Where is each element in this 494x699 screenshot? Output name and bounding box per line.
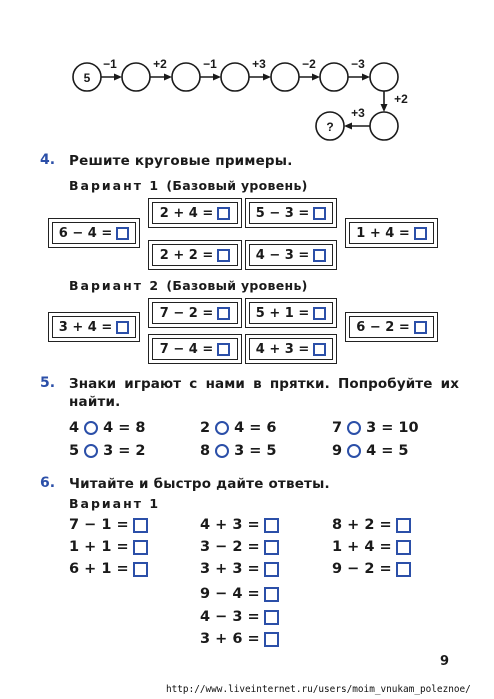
- answer-box[interactable]: [217, 343, 230, 356]
- expr-frame: [148, 198, 242, 228]
- page-number: 9: [440, 654, 450, 669]
- task6-variant-label: Вариант 1: [69, 496, 161, 511]
- expr-frame: [245, 198, 337, 228]
- quick-example: 9 − 2 =: [332, 561, 411, 577]
- expression: 5 − 3 =: [255, 205, 310, 221]
- expression: 2 + 4 =: [159, 205, 214, 221]
- task4-number: 4.: [40, 152, 56, 168]
- chain-op: +3: [252, 57, 266, 71]
- expr-frame: [148, 240, 242, 270]
- chain-op: −1: [103, 57, 117, 71]
- quick-example: 7 − 1 =: [69, 517, 148, 533]
- expression: 7 − 4 =: [159, 341, 214, 357]
- expr-frame: [48, 312, 140, 342]
- sign-circle[interactable]: [347, 444, 361, 458]
- expr-frame: [345, 218, 438, 248]
- task5-number: 5.: [40, 375, 56, 391]
- hidden-sign-equation: 4 4 = 8: [69, 420, 146, 436]
- answer-box[interactable]: [396, 540, 411, 555]
- chain-op-back: +3: [351, 106, 365, 120]
- task4-variant2-heading: [69, 278, 308, 293]
- answer-box[interactable]: [313, 343, 326, 356]
- hidden-sign-equation: 2 4 = 6: [200, 420, 277, 436]
- expr-frame: [148, 334, 242, 364]
- expression: 1 + 4 =: [356, 225, 410, 241]
- quick-example: 1 + 4 =: [332, 539, 411, 555]
- chain-op: −3: [351, 57, 365, 71]
- operation-chain: [0, 0, 494, 150]
- answer-box[interactable]: [264, 587, 279, 602]
- answer-box[interactable]: [133, 562, 148, 577]
- answer-box[interactable]: [264, 540, 279, 555]
- expression: 6 − 4 =: [58, 225, 113, 241]
- sign-circle[interactable]: [215, 421, 229, 435]
- expression: 7 − 2 =: [159, 305, 214, 321]
- chain-op: −2: [302, 57, 316, 71]
- chain-op-down: +2: [394, 92, 408, 106]
- sign-circle[interactable]: [84, 421, 98, 435]
- hidden-sign-equation: 5 3 = 2: [69, 443, 146, 459]
- quick-example: 8 + 2 =: [332, 517, 411, 533]
- task6-title: Читайте и быстро дайте ответы.: [69, 476, 330, 492]
- chain-end-unknown: ?: [326, 120, 334, 134]
- chain-op: −1: [203, 57, 217, 71]
- expression: 5 + 1 =: [255, 305, 310, 321]
- answer-box[interactable]: [217, 249, 230, 262]
- sign-circle[interactable]: [84, 444, 98, 458]
- quick-example: 3 − 2 =: [200, 539, 279, 555]
- answer-box[interactable]: [396, 562, 411, 577]
- task5-title-line2: найти.: [69, 394, 121, 410]
- hidden-sign-equation: 7 3 = 10: [332, 420, 419, 436]
- hidden-sign-equation: 8 3 = 5: [200, 443, 277, 459]
- answer-box[interactable]: [414, 227, 427, 240]
- answer-box[interactable]: [116, 321, 129, 334]
- quick-example: 3 + 6 =: [200, 631, 279, 647]
- footer-url[interactable]: http://www.liveinternet.ru/users/moim_vnukam_poleznoe/: [166, 684, 471, 695]
- variant-label: Вариант 2: [69, 278, 161, 293]
- expr-frame: [48, 218, 140, 248]
- expr-frame: [148, 298, 242, 328]
- expression: 4 − 3 =: [255, 247, 310, 263]
- chain-op: +2: [153, 57, 167, 71]
- expression: 6 − 2 =: [356, 319, 410, 335]
- hidden-sign-equation: 9 4 = 5: [332, 443, 409, 459]
- answer-box[interactable]: [133, 540, 148, 555]
- answer-box[interactable]: [217, 307, 230, 320]
- expr-frame: [345, 312, 438, 342]
- answer-box[interactable]: [264, 518, 279, 533]
- answer-box[interactable]: [264, 632, 279, 647]
- expression: 3 + 4 =: [58, 319, 113, 335]
- task5-title-line1: Знаки играют с нами в прятки. Попробуйте их: [69, 376, 459, 392]
- variant-level: (Базовый уровень): [166, 278, 308, 293]
- answer-box[interactable]: [264, 562, 279, 577]
- task6-number: 6.: [40, 475, 56, 491]
- variant-label: Вариант 1: [69, 178, 161, 193]
- answer-box[interactable]: [116, 227, 129, 240]
- answer-box[interactable]: [264, 610, 279, 625]
- expr-frame: [245, 240, 337, 270]
- answer-box[interactable]: [313, 307, 326, 320]
- answer-box[interactable]: [396, 518, 411, 533]
- task4-variant1-heading: [69, 178, 308, 193]
- sign-circle[interactable]: [215, 444, 229, 458]
- sign-circle[interactable]: [347, 421, 361, 435]
- quick-example: 9 − 4 =: [200, 586, 279, 602]
- answer-box[interactable]: [217, 207, 230, 220]
- answer-box[interactable]: [313, 207, 326, 220]
- variant-level: (Базовый уровень): [166, 178, 308, 193]
- expr-frame: [245, 298, 337, 328]
- expression: 2 + 2 =: [159, 247, 214, 263]
- quick-example: 4 − 3 =: [200, 609, 279, 625]
- quick-example: 6 + 1 =: [69, 561, 148, 577]
- chain-start-value: 5: [83, 71, 91, 85]
- expression: 4 + 3 =: [255, 341, 310, 357]
- quick-example: 1 + 1 =: [69, 539, 148, 555]
- task4-title: Решите круговые примеры.: [69, 153, 293, 169]
- expr-frame: [245, 334, 337, 364]
- answer-box[interactable]: [414, 321, 427, 334]
- answer-box[interactable]: [133, 518, 148, 533]
- quick-example: 4 + 3 =: [200, 517, 279, 533]
- quick-example: 3 + 3 =: [200, 561, 279, 577]
- answer-box[interactable]: [313, 249, 326, 262]
